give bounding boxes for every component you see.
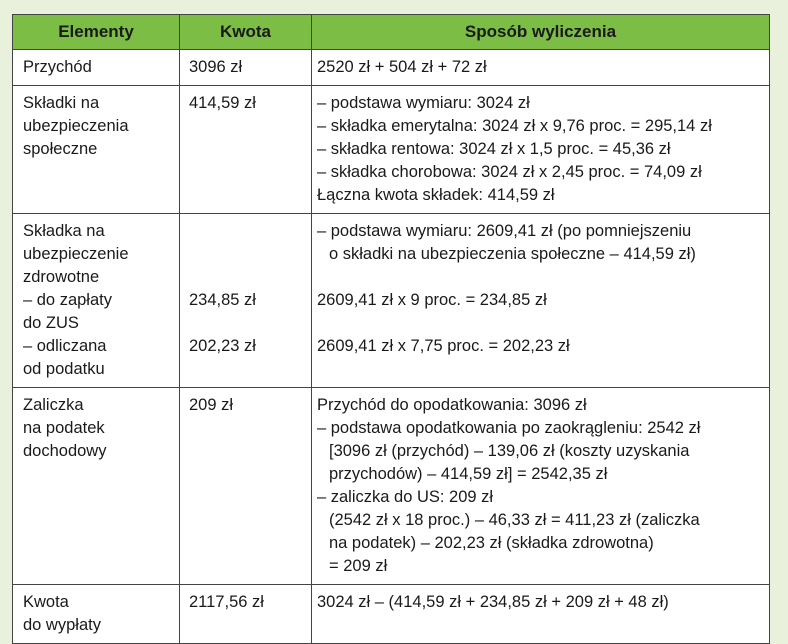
cell-method <box>312 86 770 214</box>
element-text: Zaliczka <box>23 396 84 414</box>
method-text: Łączna kwota składek: 414,59 zł <box>317 186 555 204</box>
cell-method <box>312 214 770 388</box>
method-text: Przychód do opodatkowania: 3096 zł <box>317 396 587 414</box>
amount-text: 234,85 zł <box>189 291 256 309</box>
table-row-skladka-zdrowotna <box>13 214 770 388</box>
salary-calculation-table <box>12 14 770 644</box>
cell-element <box>13 388 180 585</box>
element-text: na podatek <box>23 419 105 437</box>
method-text: przychodów) – 414,59 zł] = 2542,35 zł <box>329 465 608 483</box>
table-container <box>12 14 770 634</box>
table-header-row <box>13 15 770 50</box>
method-text: 2520 zł + 504 zł + 72 zł <box>317 58 487 76</box>
cell-element <box>13 86 180 214</box>
element-text: od podatku <box>23 360 105 378</box>
header-kwota: Kwota <box>180 15 312 50</box>
method-text: – składka emerytalna: 3024 zł x 9,76 proc. = 295,14 zł <box>317 117 712 135</box>
cell-element <box>13 214 180 388</box>
cell-method <box>312 585 770 644</box>
amount-text: 202,23 zł <box>189 337 256 355</box>
element-text: Kwota <box>23 593 69 611</box>
method-text: [3096 zł (przychód) – 139,06 zł (koszty uzyskania <box>329 442 690 460</box>
method-text: 3024 zł – (414,59 zł + 234,85 zł + 209 zł + 48 zł) <box>317 593 669 611</box>
cell-method <box>312 388 770 585</box>
method-text: 2609,41 zł x 9 proc. = 234,85 zł <box>317 291 547 309</box>
element-text: – do zapłaty <box>23 291 112 309</box>
amount-text: 3096 zł <box>189 58 243 76</box>
method-text: na podatek) – 202,23 zł (składka zdrowotna) <box>329 534 654 552</box>
element-text: Składki na <box>23 94 100 112</box>
header-sposob-wyliczenia: Sposób wyliczenia <box>312 15 770 50</box>
method-text: 2609,41 zł x 7,75 proc. = 202,23 zł <box>317 337 570 355</box>
header-elementy: Elementy <box>13 15 180 50</box>
element-text: Składka na <box>23 222 105 240</box>
cell-amount <box>180 585 312 644</box>
method-text: – podstawa opodatkowania po zaokrągleniu: 2542 zł <box>317 419 701 437</box>
method-text: o składki na ubezpieczenia społeczne – 414,59 zł) <box>329 245 696 263</box>
cell-element <box>13 585 180 644</box>
amount-text: 414,59 zł <box>189 94 256 112</box>
amount-text: 209 zł <box>189 396 234 414</box>
element-text: Przychód <box>23 58 92 76</box>
cell-element <box>13 50 180 86</box>
cell-amount <box>180 86 312 214</box>
element-text: do wypłaty <box>23 616 101 634</box>
element-text: ubezpieczenia <box>23 117 129 135</box>
cell-method <box>312 50 770 86</box>
amount-text: 2117,56 zł <box>189 593 264 611</box>
table-row-kwota-do-wyplaty <box>13 585 770 644</box>
element-text: do ZUS <box>23 314 79 332</box>
method-text: – podstawa wymiaru: 3024 zł <box>317 94 530 112</box>
element-text: zdrowotne <box>23 268 100 286</box>
cell-amount <box>180 50 312 86</box>
element-text: dochodowy <box>23 442 107 460</box>
method-text: – podstawa wymiaru: 2609,41 zł (po pomniejszeniu <box>317 222 692 240</box>
method-text: – składka chorobowa: 3024 zł x 2,45 proc. = 74,09 zł <box>317 163 702 181</box>
table-row-skladki-spoleczne <box>13 86 770 214</box>
element-text: społeczne <box>23 140 98 158</box>
cell-amount <box>180 214 312 388</box>
method-text: – składka rentowa: 3024 zł x 1,5 proc. = 45,36 zł <box>317 140 671 158</box>
method-text: = 209 zł <box>329 557 388 575</box>
table-row-przychod <box>13 50 770 86</box>
element-text: ubezpieczenie <box>23 245 129 263</box>
cell-amount <box>180 388 312 585</box>
method-text: (2542 zł x 18 proc.) – 46,33 zł = 411,23 zł (zaliczka <box>329 511 700 529</box>
method-text: – zaliczka do US: 209 zł <box>317 488 494 506</box>
table-row-zaliczka <box>13 388 770 585</box>
element-text: – odliczana <box>23 337 107 355</box>
